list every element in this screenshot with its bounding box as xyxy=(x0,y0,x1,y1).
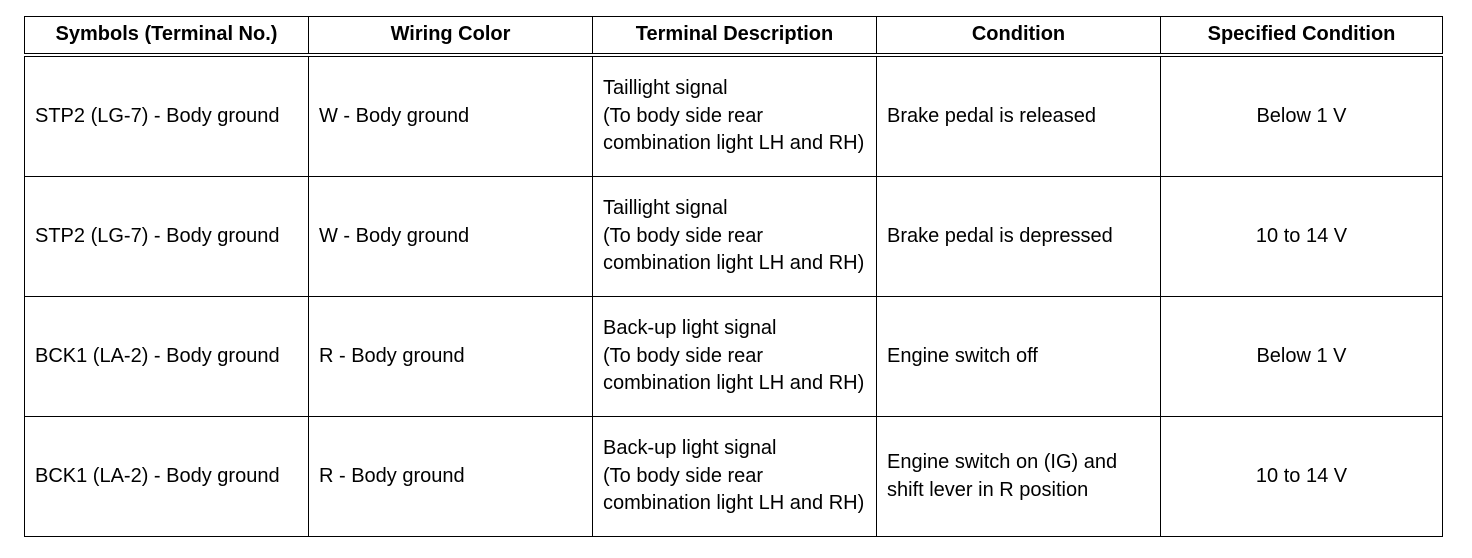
cell-terminal-description xyxy=(593,177,877,297)
cell-symbols: BCK1 (LA-2) - Body ground xyxy=(25,417,309,537)
header-specified-condition: Specified Condition xyxy=(1161,17,1443,56)
table-row xyxy=(25,417,1443,537)
description-detail: (To body side rear combination light LH and RH) xyxy=(603,224,865,275)
cell-specified-condition: Below 1 V xyxy=(1161,297,1443,417)
description-title: Taillight signal xyxy=(603,77,728,100)
cell-specified-condition: 10 to 14 V xyxy=(1161,417,1443,537)
description-title: Back-up light signal xyxy=(603,317,777,340)
header-condition: Condition xyxy=(877,17,1161,56)
description-title: Back-up light signal xyxy=(603,437,777,460)
table-row xyxy=(25,55,1443,177)
table-header-row xyxy=(25,17,1443,56)
header-symbols: Symbols (Terminal No.) xyxy=(25,17,309,56)
table-row xyxy=(25,177,1443,297)
header-wiring-color: Wiring Color xyxy=(309,17,593,56)
cell-wiring-color: W - Body ground xyxy=(309,177,593,297)
cell-condition: Brake pedal is released xyxy=(877,55,1161,177)
cell-wiring-color: R - Body ground xyxy=(309,297,593,417)
table-row xyxy=(25,297,1443,417)
cell-specified-condition: Below 1 V xyxy=(1161,55,1443,177)
terminal-spec-table xyxy=(24,16,1443,537)
description-detail: (To body side rear combination light LH and RH) xyxy=(603,104,865,155)
header-terminal-description: Terminal Description xyxy=(593,17,877,56)
cell-symbols: BCK1 (LA-2) - Body ground xyxy=(25,297,309,417)
cell-wiring-color: W - Body ground xyxy=(309,55,593,177)
description-detail: (To body side rear combination light LH and RH) xyxy=(603,344,865,395)
cell-condition: Engine switch on (IG) and shift lever in R position xyxy=(877,417,1161,537)
description-title: Taillight signal xyxy=(603,197,728,220)
cell-terminal-description xyxy=(593,55,877,177)
cell-terminal-description xyxy=(593,297,877,417)
cell-symbols: STP2 (LG-7) - Body ground xyxy=(25,55,309,177)
cell-condition: Engine switch off xyxy=(877,297,1161,417)
cell-wiring-color: R - Body ground xyxy=(309,417,593,537)
cell-terminal-description xyxy=(593,417,877,537)
description-detail: (To body side rear combination light LH and RH) xyxy=(603,464,865,515)
cell-condition: Brake pedal is depressed xyxy=(877,177,1161,297)
cell-symbols: STP2 (LG-7) - Body ground xyxy=(25,177,309,297)
cell-specified-condition: 10 to 14 V xyxy=(1161,177,1443,297)
